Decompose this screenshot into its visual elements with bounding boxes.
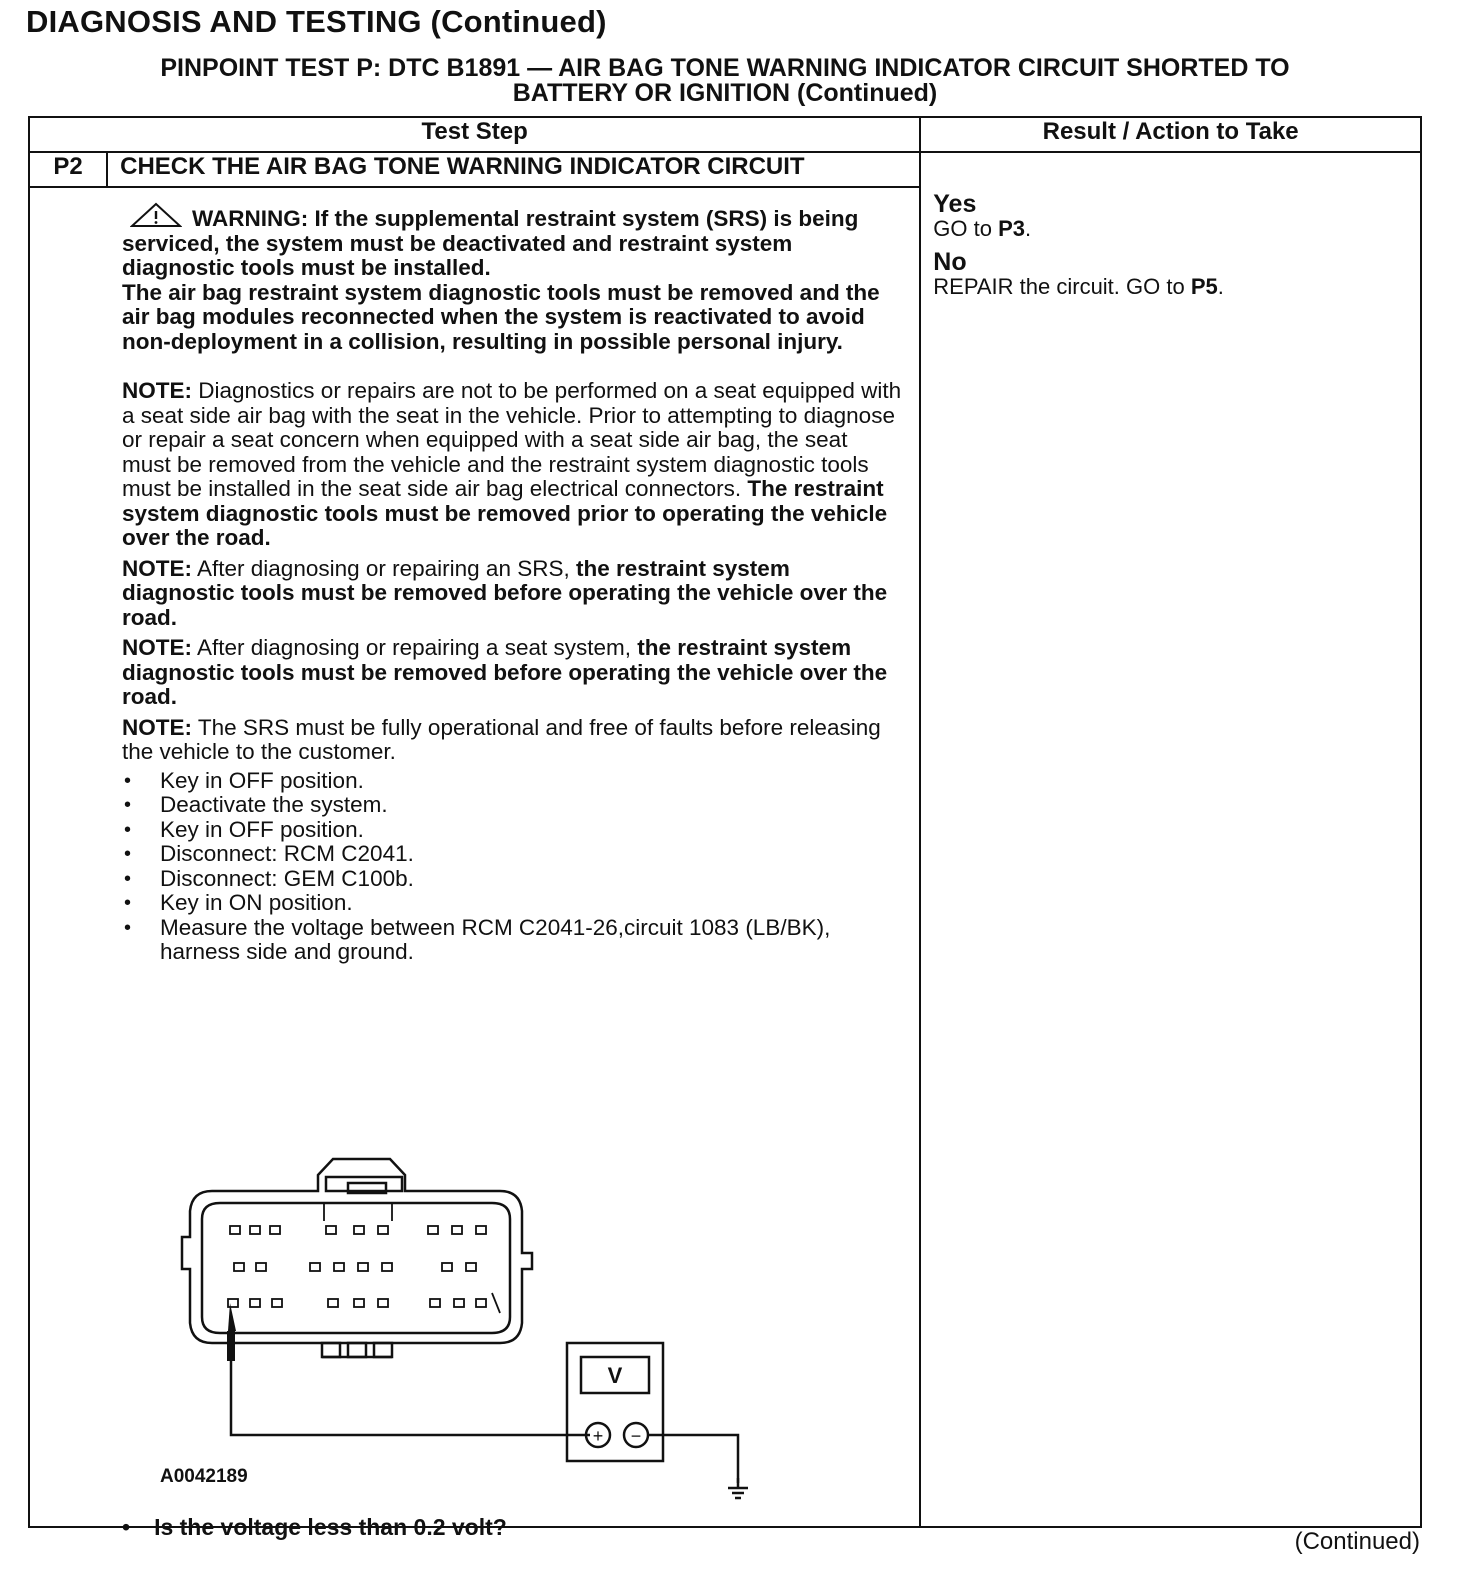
note-text: The SRS must be fully operational and free of faults before releasing the vehicle to the customer. [122,714,881,764]
note-text: After diagnosing or repairing an SRS, [192,555,576,581]
terminal [476,1226,486,1234]
probe-handle [227,1331,235,1361]
result-cell [920,152,1421,1527]
note-label: NOTE: [122,378,192,403]
procedure-step: • Key in OFF position. [122,818,902,843]
terminal [476,1299,486,1307]
connector-bottom-tab [322,1343,340,1357]
connector-diagram-svg [170,1153,810,1483]
ground-icon [726,1478,754,1504]
terminal [378,1299,388,1307]
procedure-step: • Disconnect: RCM C2041. [122,842,902,867]
result-yes-target: P3 [998,216,1025,241]
pinpoint-test-title-line-1: PINPOINT TEST P: DTC B1891 — AIR BAG TONE WARNING INDICATOR CIRCUIT SHORTED TO [160,54,1290,82]
connector-bottom-tab [374,1343,392,1357]
result-yes-prefix: GO to [933,216,999,241]
connector-inner-border [202,1203,510,1333]
note-3 [122,636,902,710]
page-title: DIAGNOSIS AND TESTING (Continued) [26,4,607,39]
terminal [326,1226,336,1234]
connector-bottom-tab [348,1343,366,1357]
result-yes-action [933,217,1410,241]
negative-lead [648,1435,738,1483]
note-1 [122,379,902,551]
terminal [334,1263,344,1271]
pinpoint-test-title-line-2: BATTERY OR IGNITION (Continued) [512,79,938,107]
terminal [328,1299,338,1307]
step-number: P2 [29,152,107,187]
result-no-action [933,275,1410,299]
terminal [466,1263,476,1271]
terminal [354,1299,364,1307]
terminal-26 [228,1299,238,1307]
procedure-step: • Disconnect: GEM C100b. [122,867,902,892]
note-bold-text: the restraint system diagnostic tools must be removed before operating the vehicle over the road. [122,635,888,709]
step-name: CHECK THE AIR BAG TONE WARNING INDICATOR CIRCUIT [107,152,920,187]
header-test-step: Test Step [29,117,920,152]
result-yes-suffix: . [1024,216,1032,241]
terminal [442,1263,452,1271]
test-step-text [122,202,902,965]
terminal [270,1226,280,1234]
result-no-suffix: . [1217,274,1224,299]
terminal [256,1263,266,1271]
terminal [382,1263,392,1271]
result-no-target: P5 [1190,274,1218,299]
figure-id: A0042189 [160,1466,248,1487]
procedure-step: • Key in OFF position. [122,769,902,794]
test-step-content [29,187,920,1540]
terminal [378,1226,388,1234]
note-bold-text: the restraint system diagnostic tools must be removed before operating the vehicle over the road. [122,555,888,630]
note-label: NOTE: [122,555,192,581]
result-no-label: No [933,248,967,276]
note-text: After diagnosing or repairing a seat system, [192,635,638,660]
note-4 [122,716,902,765]
result-no-prefix: REPAIR the circuit. GO to [933,274,1191,299]
continued-label: (Continued) [1294,1528,1420,1555]
pinpoint-test-table [28,116,1422,1540]
terminal [272,1299,282,1307]
voltmeter-label: V [607,1363,623,1388]
note-text: Diagnostics or repairs are not to be performed on a seat equipped with a seat side air bag with the seat in the vehicle. Prior to attempting to diagnose or repair a seat concern when equipped with a seat side air bag, the seat must be removed from the vehicle and the restraint system diagnostic tools must be installed in the seat side air bag electrical connectors. [122,378,902,501]
terminal [234,1263,244,1271]
terminal [430,1299,440,1307]
terminal [454,1299,464,1307]
terminal [452,1226,462,1234]
negative-sign: − [630,1426,642,1446]
warning-triangle-icon [130,202,182,228]
positive-sign: + [592,1426,604,1446]
warning-paragraph [122,202,902,281]
warning-text: WARNING: If the supplemental restraint system (SRS) is being serviced, the system must be deactivated and restraint system diagnostic tools must be installed. [122,206,859,280]
header-result-action: Result / Action to Take [920,117,1421,152]
note-bold-text: The restraint system diagnostic tools must be removed prior to operating the vehicle over the road. [122,476,888,550]
terminal [230,1226,240,1234]
positive-lead [231,1361,590,1435]
procedure-step: • Key in ON position. [122,891,902,916]
note-2 [122,557,902,631]
procedure-step: • Deactivate the system. [122,793,902,818]
warning-paragraph-2: The air bag restraint system diagnostic tools must be removed and the air bag modules reconnected when the system is reactivated to avoid non-deployment in a collision, resulting in possible personal injury. [122,279,880,354]
terminal [250,1299,260,1307]
note-label: NOTE: [122,714,192,740]
procedure-step: • Measure the voltage between RCM C2041-26,circuit 1083 (LB/BK), harness side and ground. [122,916,902,965]
pinpoint-test-title [60,56,1390,106]
test-question: • Is the voltage less than 0.2 volt? [122,1514,507,1541]
note-label: NOTE: [122,635,192,660]
terminal [358,1263,368,1271]
procedure-steps [122,769,902,965]
connector-outer-shell [182,1159,532,1343]
terminal [250,1226,260,1234]
result-yes-label: Yes [933,190,977,218]
connector-voltmeter-diagram [170,1153,810,1483]
terminal [428,1226,438,1234]
terminal [310,1263,320,1271]
terminal [354,1226,364,1234]
